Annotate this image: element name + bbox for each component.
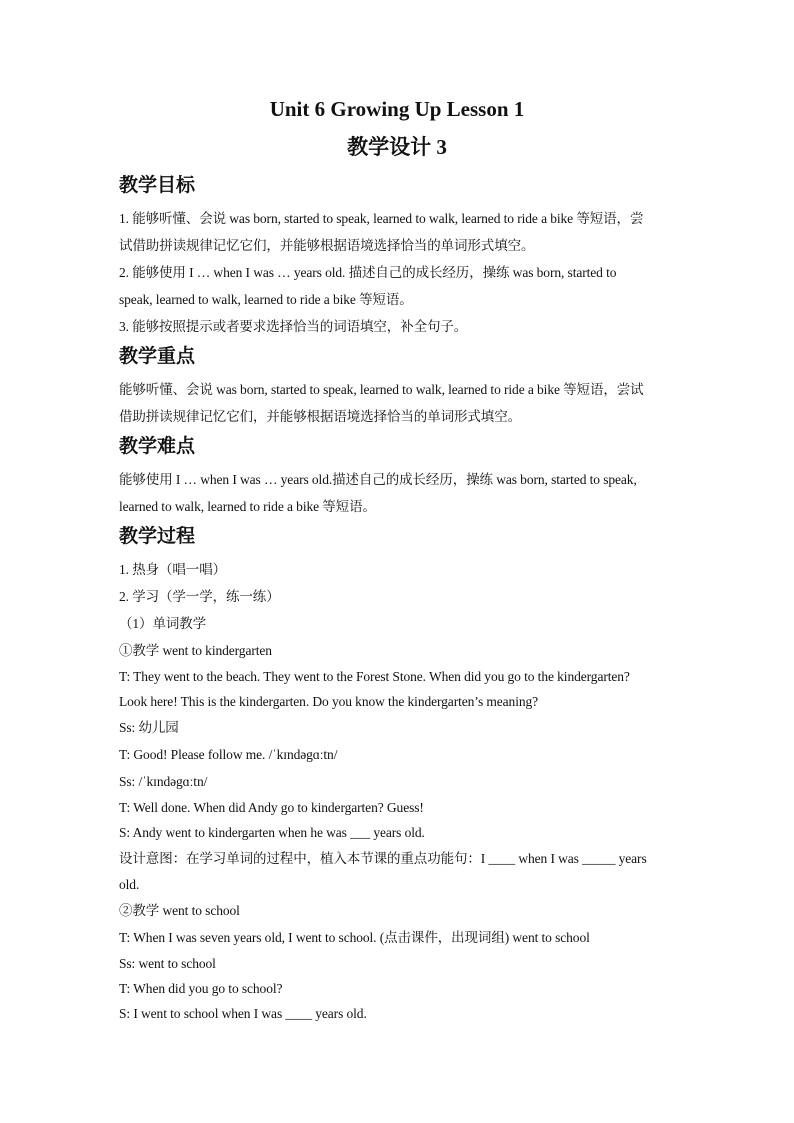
process-line: Look here! This is the kindergarten. Do you know the kindergarten’s meaning? — [119, 694, 539, 709]
difficulty-line: learned to walk, learned to ride a bike 等短语。 — [119, 499, 376, 514]
section-heading-key: 教学重点 — [119, 346, 196, 367]
section-heading-process: 教学过程 — [119, 526, 196, 547]
process-line: Ss: went to school — [119, 956, 216, 971]
document-subtitle: 教学设计 3 — [347, 135, 447, 159]
process-line: S: I went to school when I was ____ years old. — [119, 1006, 367, 1021]
process-line: T: Well done. When did Andy go to kindergarten? Guess! — [119, 800, 424, 815]
process-line: old. — [119, 877, 140, 892]
goal-line: 3. 能够按照提示或者要求选择恰当的词语填空，补全句子。 — [119, 319, 468, 334]
key-point-line: 能够听懂、会说 was born, started to speak, learned to walk, learned to ride a bike 等短语，尝试 — [119, 382, 644, 397]
process-line: （1）单词教学 — [119, 616, 207, 631]
key-point-line: 借助拼读规律记忆它们，并能够根据语境选择恰当的单词形式填空。 — [119, 409, 521, 424]
process-line: 设计意图：在学习单词的过程中，植入本节课的重点功能句：I ____ when I was _____ years — [119, 851, 647, 866]
process-line: T: They went to the beach. They went to the Forest Stone. When did you go to the kindergarten? — [119, 669, 630, 684]
process-line: 1. 热身（唱一唱） — [119, 562, 226, 577]
process-line: T: When did you go to school? — [119, 981, 283, 996]
difficulty-line: 能够使用 I … when I was … years old.描述自己的成长经历，操练 was born, started to speak, — [119, 472, 637, 487]
process-line: ①教学 went to kindergarten — [119, 643, 272, 658]
goal-line: 2. 能够使用 I … when I was … years old. 描述自己的成长经历，操练 was born, started to — [119, 265, 617, 280]
section-heading-difficulty: 教学难点 — [119, 436, 196, 457]
process-line: 2. 学习（学一学，练一练） — [119, 589, 280, 604]
process-line: Ss: 幼儿园 — [119, 720, 179, 735]
goal-line: speak, learned to walk, learned to ride a bike 等短语。 — [119, 292, 413, 307]
process-line: S: Andy went to kindergarten when he was ___ years old. — [119, 825, 425, 840]
process-line: T: When I was seven years old, I went to school. (点击课件，出现词组) went to school — [119, 930, 590, 945]
document-body — [119, 173, 679, 1026]
document-title: Unit 6 Growing Up Lesson 1 — [269, 97, 525, 121]
goal-line: 1. 能够听懂、会说 was born, started to speak, learned to walk, learned to ride a bike 等短语，尝 — [119, 211, 644, 226]
section-heading-goals: 教学目标 — [119, 175, 196, 196]
process-line: T: Good! Please follow me. /ˈkɪndəgɑːtn/ — [119, 747, 338, 762]
goal-line: 试借助拼读规律记忆它们，并能够根据语境选择恰当的单词形式填空。 — [119, 238, 535, 253]
process-line: ②教学 went to school — [119, 903, 240, 918]
process-line: Ss: /ˈkɪndəgɑːtn/ — [119, 774, 208, 789]
